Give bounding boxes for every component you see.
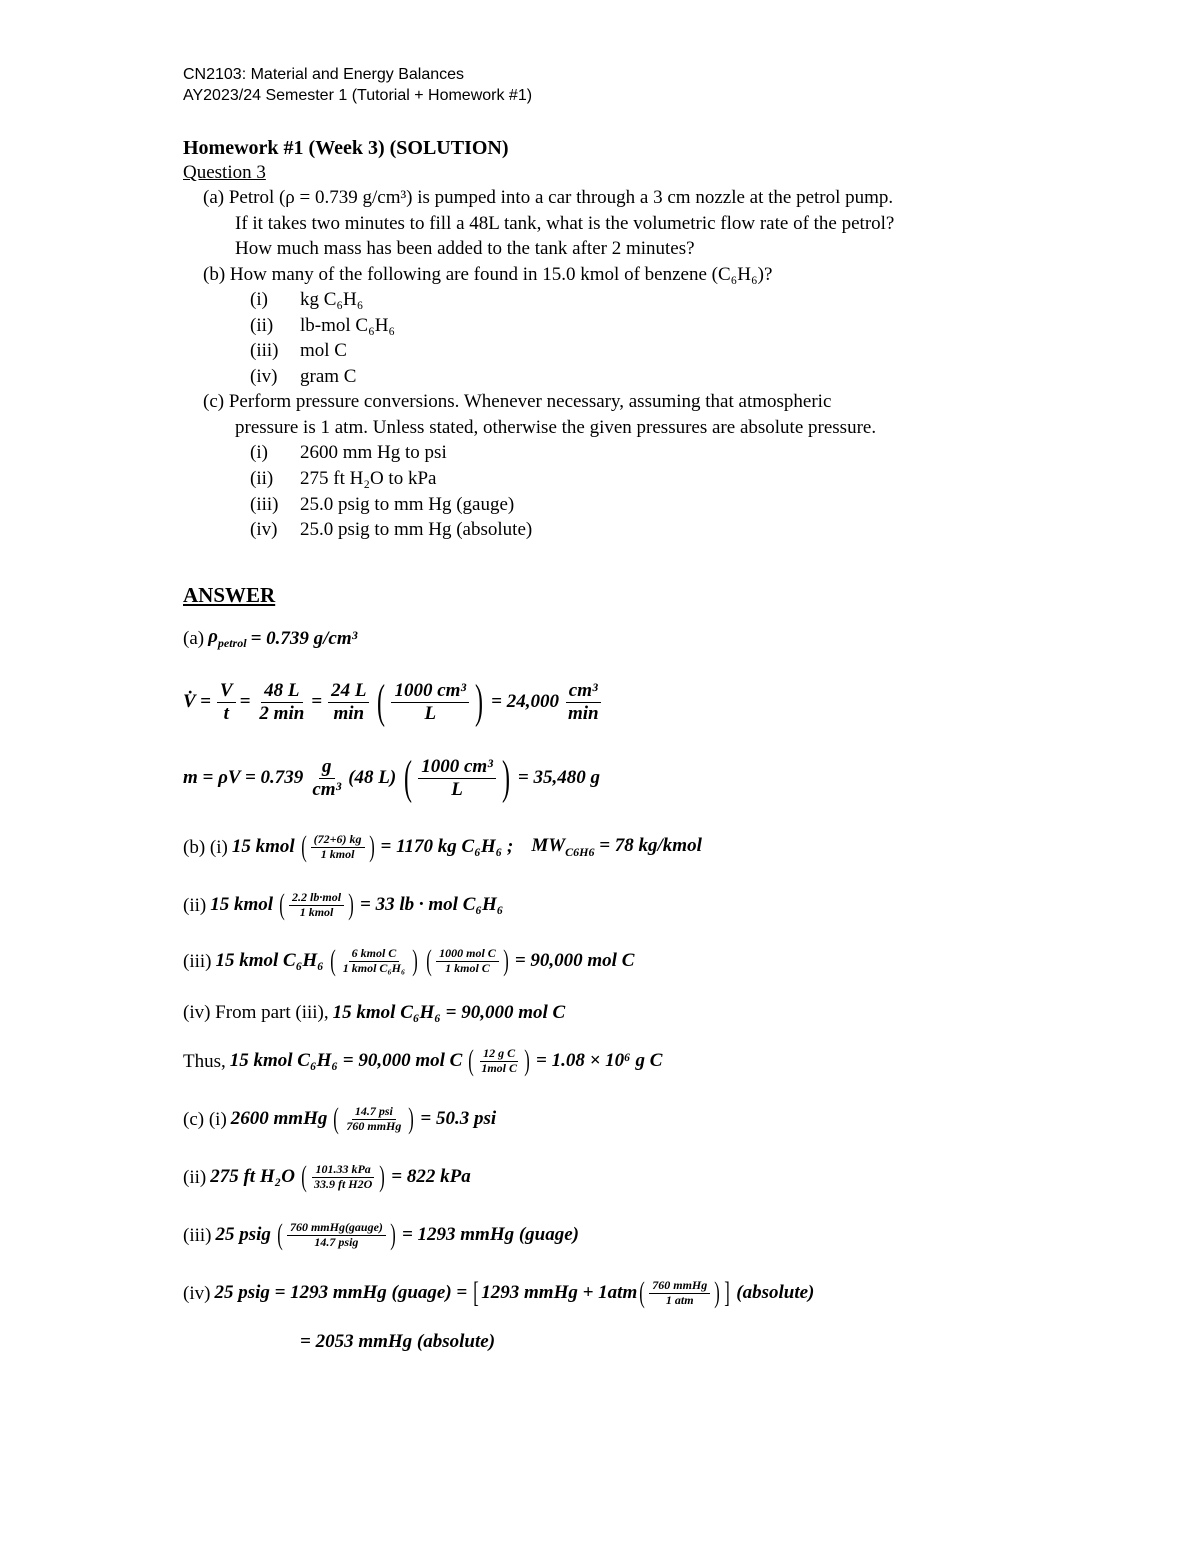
b-iii-qty: 15 kmol C₆H₆ (215, 950, 324, 971)
b-item-text: mol C (300, 340, 347, 361)
mass-result: = 35,480 g (517, 767, 600, 788)
answer-a-mass (183, 748, 604, 808)
c-item-text: 25.0 psig to mm Hg (absolute) (300, 519, 533, 540)
question-a-line1: (a) Petrol (ρ = 0.739 g/cm³) is pumped into a car through a 3 cm nozzle at the petrol pump. (203, 187, 894, 208)
b-item-num: (iv) (250, 366, 278, 387)
vdot-result: = 24,000 (491, 691, 559, 712)
conversion-factor: ( $\frac{\text{1000 cm³}}{L}$ ) (377, 675, 484, 728)
c-item-num: (iv) (250, 519, 278, 540)
c-item-text: 2600 mm Hg to psi (300, 442, 447, 463)
mw-expr: $MW_{C6H6} = 78$ kg/kmol (531, 834, 702, 859)
question-b-line: (b) How many of the following are found in 15.0 kmol of benzene (C₆H₆)? (203, 264, 773, 285)
thus-expr: 15 kmol C₆H₆ = 90,000 mol C (229, 1050, 463, 1071)
frac-v-over-t: $\frac{V}{t}$ (217, 680, 236, 725)
question-c-line2: pressure is 1 atm. Unless stated, otherwise the given pressures are absolute pressure. (235, 417, 877, 438)
homework-title: Homework #1 (Week 3) (SOLUTION) (183, 137, 509, 159)
b-i-result: = 1170 kg C₆H₆ ; (380, 836, 514, 857)
answer-a-label: (a) (183, 628, 205, 649)
c-i-qty: 2600 mmHg (230, 1108, 328, 1129)
answer-c-i (183, 1098, 500, 1140)
c-iii-qty: 25 psig (215, 1224, 271, 1245)
question-a-line3: How much mass has been added to the tank after 2 minutes? (235, 238, 695, 259)
b-ii-label: (ii) (183, 894, 207, 916)
b-ii-qty: 15 kmol (210, 894, 274, 915)
frac-48l-2min: $\frac{48 L}{2 \min}$ (259, 679, 305, 724)
c-item-text: 25.0 psig to mm Hg (gauge) (300, 494, 515, 515)
vdot-lhs: V̇ = (183, 691, 211, 712)
c-item-num: (ii) (250, 468, 274, 489)
b-ii-result: = 33 lb · mol C₆H₆ (360, 894, 504, 915)
answer-a-rho (183, 626, 361, 651)
answer-heading: ANSWER (183, 583, 276, 607)
c-item-num: (i) (250, 442, 268, 463)
rho-symbol: $\rho_{petrol}$ (208, 626, 247, 650)
conversion-factor: ( $\frac{(72+6) kg}{\text{1 kmol}}$ ) (300, 830, 375, 863)
b-iv-expr: 15 kmol C₆H₆ = 90,000 mol C (332, 1001, 566, 1023)
b-i-qty: 15 kmol (231, 836, 295, 857)
conversion-factor: ( $\frac{\text{1000 cm³}}{L}$ ) (404, 751, 510, 804)
b-item-text: lb-mol C₆H₆ (300, 315, 396, 336)
b-i-label: (b) (i) (183, 836, 228, 858)
answer-b-ii (183, 884, 507, 926)
frac-24l-min: $\frac{24 L}{\min}$ (328, 680, 369, 725)
rho-value: = 0.739 g/cm³ (250, 627, 358, 649)
c-iv-expr: 25 psig = 1293 mmHg (guage) = (214, 1282, 468, 1303)
b-item-text: gram C (300, 366, 357, 387)
answer-b-i (183, 826, 706, 868)
c-iv-inner: 1293 mmHg + 1atm (481, 1282, 638, 1303)
b-item-text: kg C₆H₆ (300, 289, 364, 310)
answer-c-iii (183, 1214, 583, 1256)
conversion-factor: ( $\frac{\text{12 g C}}{\text{1mol C}}$ ) (468, 1044, 530, 1077)
b-iii-label: (iii) (183, 950, 212, 972)
question-c-line1: (c) Perform pressure conversions. Whenever necessary, assuming that atmospheric (203, 391, 832, 412)
conversion-factor: ( $\frac{\text{2.2 lb·mol}}{\text{1 kmol}}$ ) (279, 888, 354, 921)
b-iv-label: (iv) From part (iii), (183, 1002, 329, 1023)
mass-mid: (48 L) (348, 767, 397, 788)
semester-line: AY2023/24 Semester 1 (Tutorial + Homework #1) (183, 87, 533, 104)
question-a-line2: If it takes two minutes to fill a 48L tank, what is the volumetric flow rate of the petrol? (235, 213, 895, 234)
course-title: CN2103: Material and Energy Balances (183, 66, 465, 83)
c-item-text: 275 ft H₂O to kPa (300, 468, 437, 489)
b-iii-result: = 90,000 mol C (514, 950, 635, 971)
c-ii-result: = 822 kPa (391, 1166, 471, 1187)
c-ii-label: (ii) (183, 1166, 207, 1188)
c-iv-line2: = 2053 mmHg (absolute) (300, 1331, 496, 1352)
b-item-num: (ii) (250, 315, 274, 336)
unit-cm3-min: $\frac{\text{cm³}}{\min}$ (565, 680, 602, 725)
question-label: Question 3 (183, 162, 266, 183)
b-item-num: (i) (250, 289, 268, 310)
bracket-group: [ 1293 mmHg + 1atm ( $\frac{\text{760 mmHg}}{\text{1 atm}}$ ) ] (473, 1276, 731, 1309)
answer-b-thus (183, 1040, 666, 1082)
conversion-factor: ( $\frac{\text{14.7 psi}}{\text{760 mmHg}}$ ) (333, 1102, 415, 1135)
conversion-factor: ( $\frac{\text{1000 mol C}}{\text{1 kmol C}}$ ) (426, 944, 509, 977)
c-iii-label: (iii) (183, 1224, 212, 1246)
c-item-num: (iii) (250, 494, 279, 515)
frac-g-cm3: $\frac{g}{\text{cm³}}$ (312, 755, 342, 800)
answer-c-iv (183, 1272, 818, 1314)
answer-c-ii (183, 1156, 475, 1198)
c-i-result: = 50.3 psi (420, 1108, 497, 1129)
answer-b-iii (183, 940, 638, 982)
answer-b-iv (183, 1000, 569, 1025)
c-iv-label: (iv) (183, 1282, 211, 1304)
conversion-factor: ( $\frac{\text{101.33 kPa}}{\text{33.9 ft H2O}}$ ) (301, 1160, 386, 1193)
b-item-num: (iii) (250, 340, 279, 361)
c-ii-qty: 275 ft H₂O (210, 1166, 295, 1187)
c-iv-tail: (absolute) (736, 1282, 815, 1303)
conversion-factor: ( $\frac{\text{6 kmol C}}{\text{1 kmol C₆H₆}}$ ) (330, 944, 418, 977)
c-i-label: (c) (i) (183, 1108, 227, 1130)
thus-label: Thus, (183, 1050, 226, 1072)
answer-a-vdot: V̇ = $\frac{V}{t}$ = $\frac{48 L}{2 \min}$ = $\frac{24 L}{\min}$ ( $\frac{\text{1000 cm³}}{L}$ ) = 24,000 $\frac{\text{cm³}}{\min}$ (183, 672, 606, 732)
conversion-factor: ( $\frac{\text{760 mmHg(gauge)}}{\text{14.7 psig}}$ ) (277, 1218, 396, 1251)
c-iii-result: = 1293 mmHg (guage) (401, 1224, 580, 1245)
thus-result: = 1.08 × 10⁶ g C (536, 1050, 663, 1071)
mass-lhs: m = ρV = 0.739 (183, 767, 304, 788)
